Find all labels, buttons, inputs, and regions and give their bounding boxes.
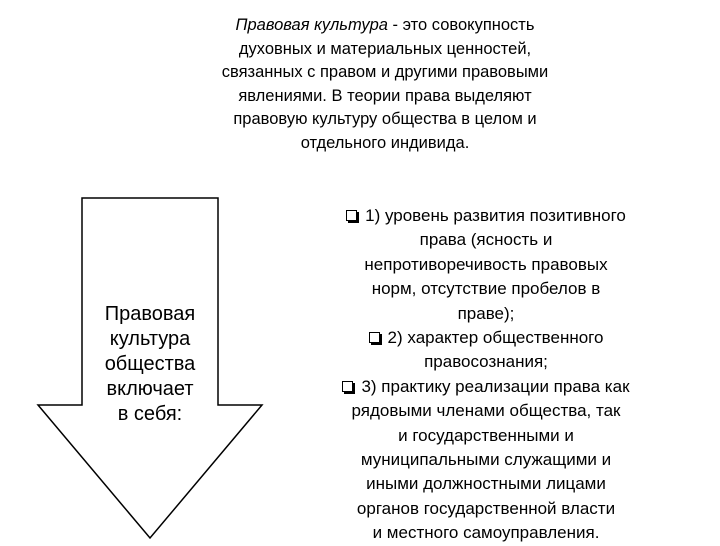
checkbox-bullet-icon [346, 210, 357, 221]
list-item-line: правосознания; [424, 352, 548, 372]
list-item-line: праве); [457, 303, 515, 323]
definition-term: Правовая культура [235, 16, 388, 34]
definition-block [190, 14, 580, 155]
list-item-text: 2) характер общественного [387, 328, 604, 348]
checkbox-bullet-icon [369, 332, 380, 343]
checkbox-bullet-icon [342, 381, 353, 392]
definition-first-line-rest: - это совокупность [387, 16, 535, 34]
list-item-line: рядовыми членами общества, так [351, 401, 621, 421]
definition-line: связанных с правом и другими правовыми [221, 63, 549, 81]
list-item-line: органов государственной власти [356, 498, 616, 518]
list-item-text: 3) практику реализации права как [361, 376, 630, 396]
list-item-line: норм, отсутствие пробелов в [371, 279, 601, 299]
definition-line: отдельного индивида. [300, 133, 470, 152]
list-item-text: 1) уровень развития позитивного [365, 206, 626, 225]
arrow-label-line: общества [104, 353, 196, 375]
list-item-line [296, 204, 676, 228]
arrow-label-line: в себя: [117, 403, 183, 425]
components-list [296, 204, 676, 546]
list-item-line [296, 375, 676, 399]
definition-line: явлениями. В теории права выделяют [238, 86, 532, 105]
arrow-label [80, 302, 220, 427]
list-item-line: непротиворечивость правовых [364, 254, 608, 274]
definition-first-line [190, 14, 580, 38]
arrow-label-line: Правовая [104, 303, 196, 325]
list-item-line: муниципальными служащими и [360, 450, 612, 470]
arrow-label-line: включает [106, 378, 194, 400]
definition-line: правовую культуру общества в целом и [233, 110, 537, 128]
list-item-line: и местного самоуправления. [372, 523, 600, 543]
definition-line: духовных и материальных ценностей, [238, 39, 532, 58]
arrow-label-line: культура [109, 328, 191, 350]
list-item-line [296, 326, 676, 350]
list-item-line: права (ясность и [419, 230, 553, 250]
list-item-line: иными должностными лицами [366, 474, 606, 494]
list-item-line: и государственными и [398, 425, 574, 445]
